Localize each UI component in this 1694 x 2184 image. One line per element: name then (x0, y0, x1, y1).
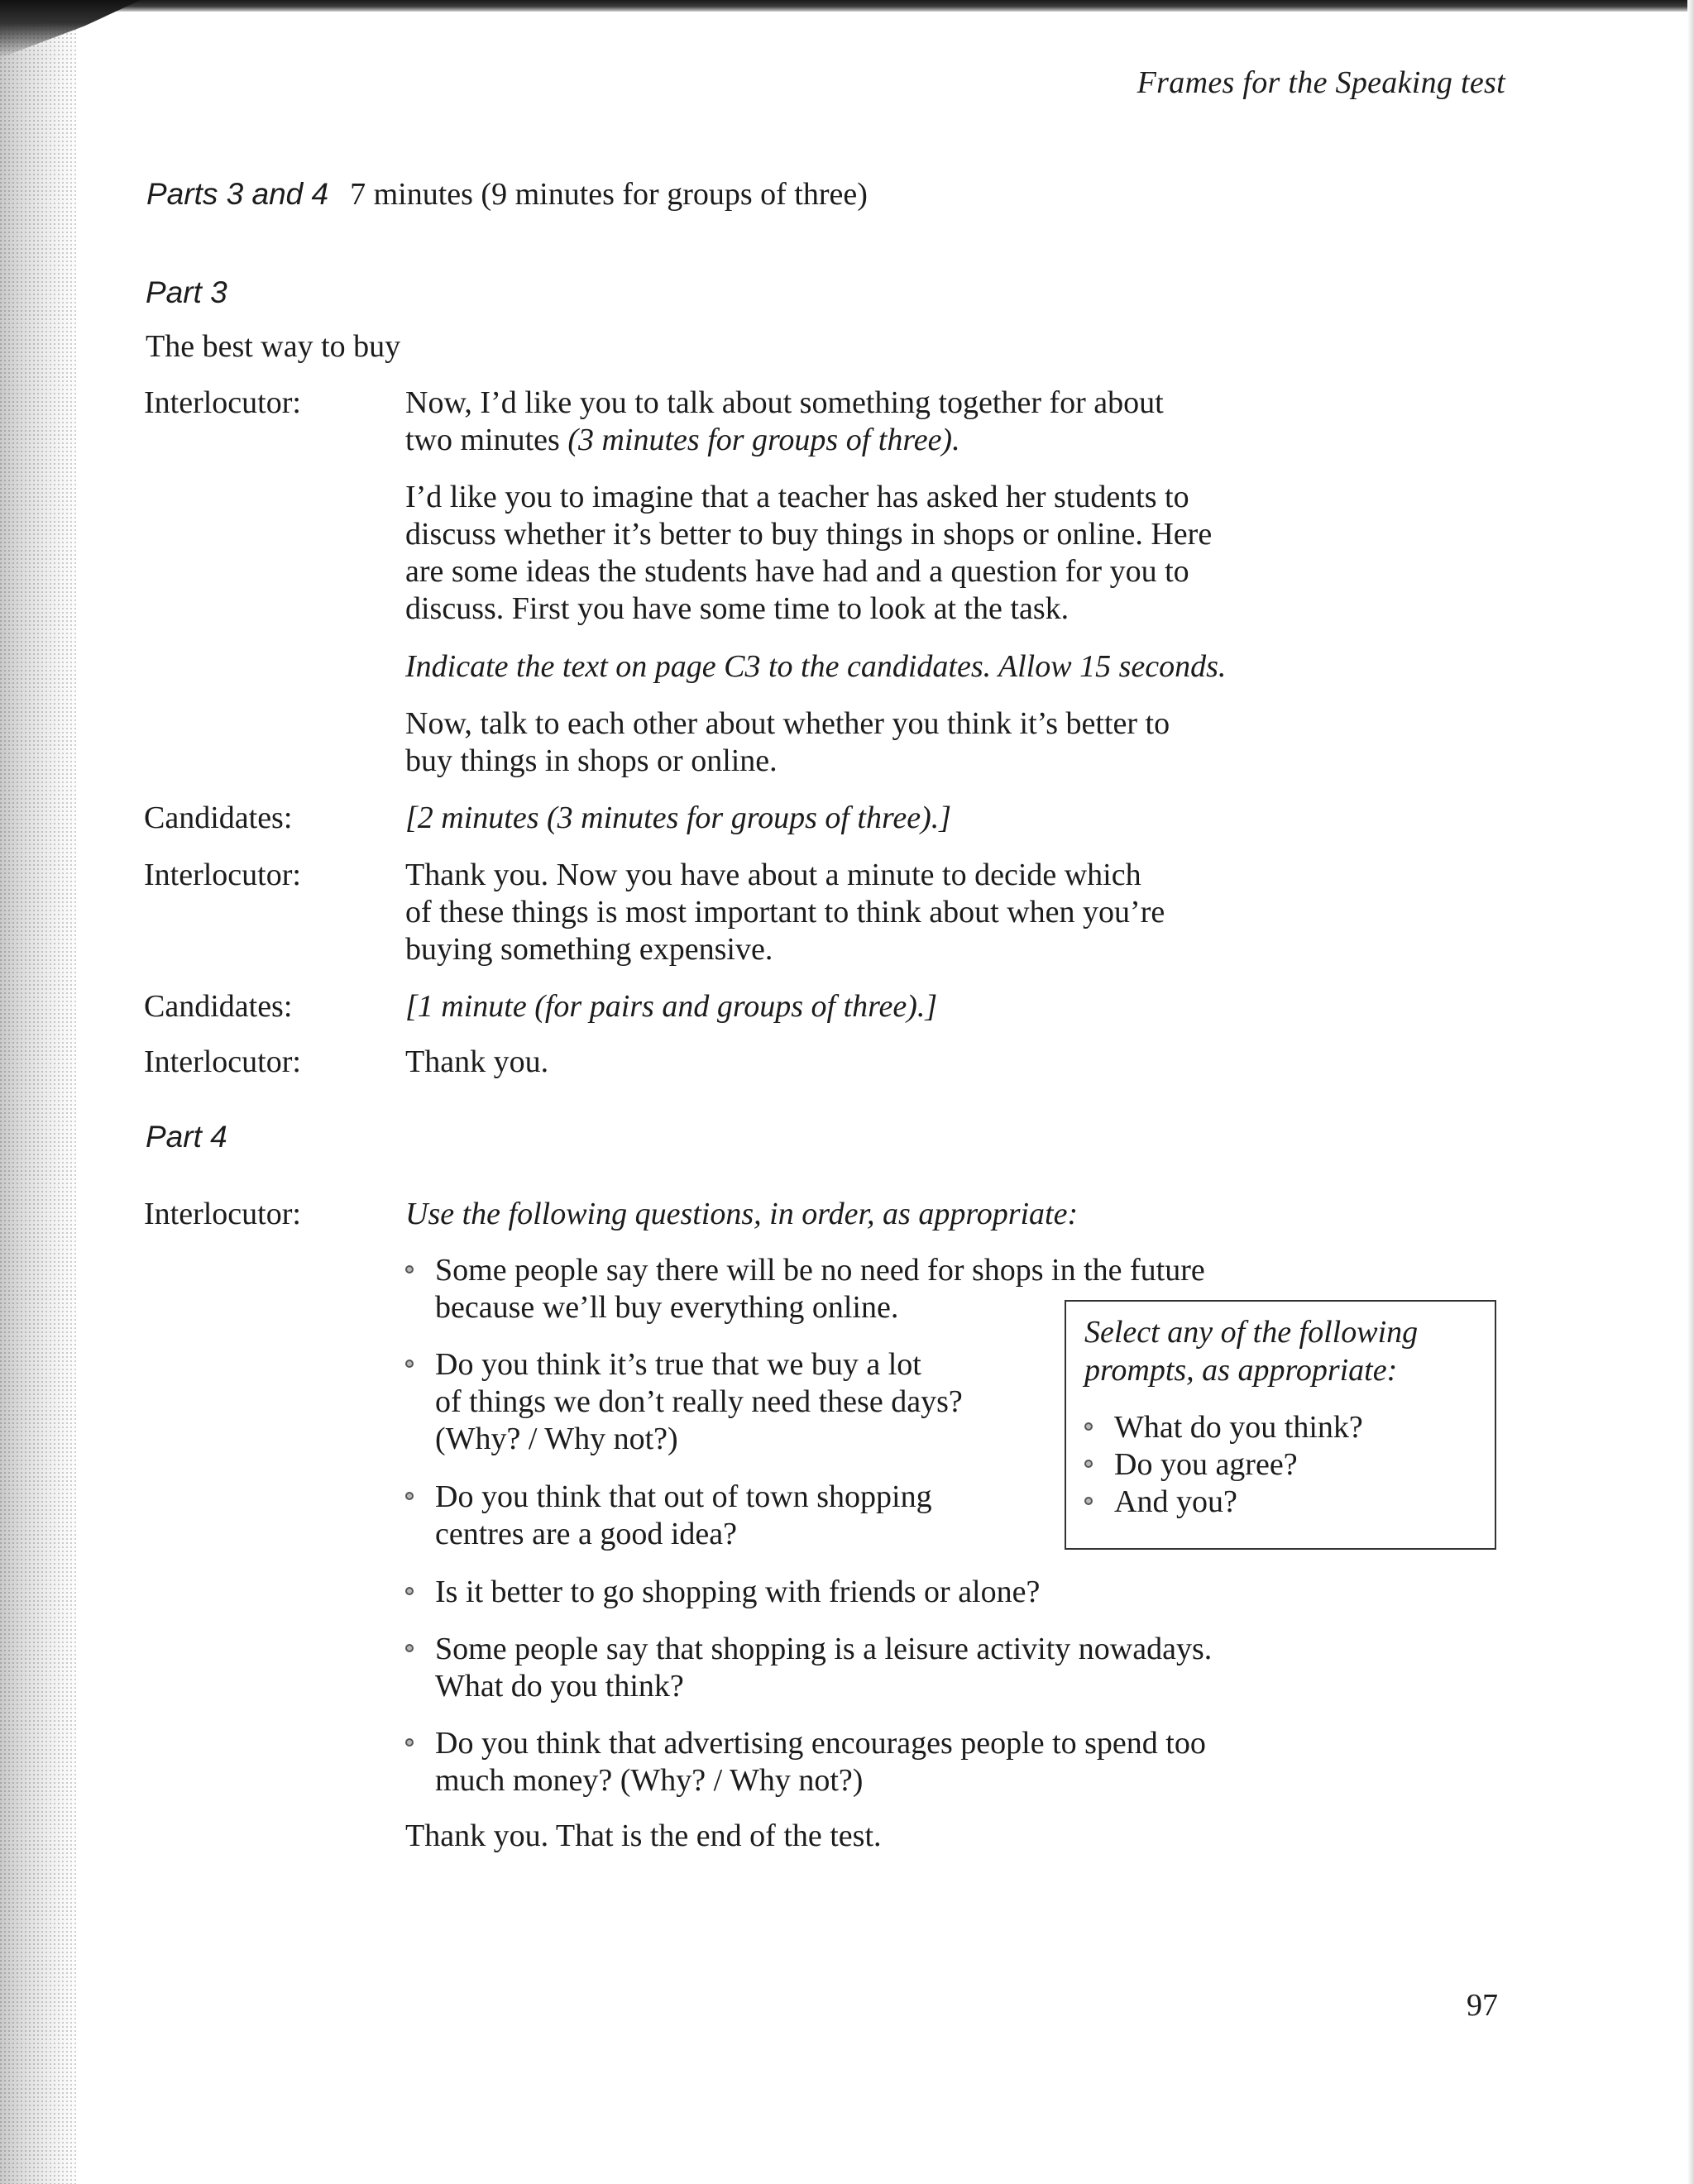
running-head: Frames for the Speaking test (1137, 65, 1505, 100)
part3-heading: Part 3 (146, 275, 227, 309)
speaker-label: Candidates: (144, 800, 293, 835)
timing-note: (3 minutes for groups of three). (567, 423, 960, 457)
text-line: centres are a good idea? (435, 1517, 738, 1551)
interlocutor-line: Thank you. (405, 1044, 549, 1079)
text-line: because we’ll buy everything online. (435, 1290, 899, 1325)
text-line: (Why? / Why not?) (435, 1422, 678, 1456)
bullet-icon (1084, 1460, 1093, 1468)
bullet-icon (1084, 1497, 1093, 1505)
text-line: What do you think? (435, 1669, 684, 1704)
examiner-instruction: [1 minute (for pairs and groups of three).] (405, 989, 938, 1024)
question-text (435, 1346, 963, 1458)
section-label: Parts 3 and 4 (146, 177, 329, 211)
text-line: Is it better to go shopping with friends or alone? (435, 1575, 1041, 1609)
part3-title: The best way to buy (146, 329, 401, 364)
text-line: Some people say that shopping is a leisure activity nowadays. (435, 1632, 1213, 1666)
text-line: Do you think it’s true that we buy a lot (435, 1347, 921, 1382)
part4-heading: Part 4 (146, 1120, 227, 1154)
interlocutor-paragraph (405, 479, 1212, 628)
text-line: Now, talk to each other about whether you think it’s better to (405, 706, 1170, 741)
examiner-instruction: Indicate the text on page C3 to the candidates. Allow 15 seconds. (405, 649, 1227, 684)
prompts-box (1065, 1300, 1496, 1550)
text-line: are some ideas the students have had and a question for you to (405, 554, 1189, 589)
page-top-edge (0, 0, 1694, 12)
prompt-text: What do you think? (1114, 1410, 1363, 1445)
text-line: I’d like you to imagine that a teacher has asked her students to (405, 480, 1189, 514)
speaker-label: Interlocutor: (144, 1197, 301, 1231)
bullet-icon (1084, 1422, 1093, 1431)
text-line: prompts, as appropriate: (1084, 1353, 1398, 1388)
examiner-instruction: Use the following questions, in order, as appropriate: (405, 1197, 1079, 1231)
prompt-text: Do you agree? (1114, 1447, 1298, 1482)
speaker-label: Interlocutor: (144, 385, 301, 420)
speaker-label: Interlocutor: (144, 1044, 301, 1079)
prompt-text: And you? (1114, 1484, 1237, 1519)
text-line: much money? (Why? / Why not?) (435, 1763, 864, 1798)
book-spine-shadow (0, 0, 79, 2184)
bullet-icon (405, 1587, 414, 1595)
text-line: discuss. First you have some time to look at the task. (405, 591, 1070, 626)
text-line: Thank you. Now you have about a minute to decide which (405, 858, 1141, 892)
page-number: 97 (1467, 1988, 1498, 2023)
examiner-instruction: [2 minutes (3 minutes for groups of three).] (405, 800, 952, 835)
question-text (435, 1725, 1206, 1799)
text-line: Do you think that out of town shopping (435, 1479, 932, 1514)
text-line: buy things in shops or online. (405, 743, 778, 778)
bullet-icon (405, 1492, 414, 1500)
text-line: Some people say there will be no need for shops in the future (435, 1253, 1205, 1288)
bullet-icon (405, 1360, 414, 1368)
interlocutor-paragraph (405, 385, 1164, 459)
text-line: discuss whether it’s better to buy things in shops or online. Here (405, 517, 1213, 552)
question-text (435, 1574, 1040, 1611)
section-header (146, 176, 868, 213)
bullet-icon (405, 1738, 414, 1747)
text-line: Do you think that advertising encourages people to spend too (435, 1726, 1206, 1761)
closing-line: Thank you. That is the end of the test. (405, 1818, 882, 1853)
text-line: Now, I’d like you to talk about something together for about (405, 385, 1164, 420)
text-line: of things we don’t really need these days? (435, 1384, 963, 1419)
interlocutor-paragraph (405, 705, 1170, 780)
section-duration: 7 minutes (9 minutes for groups of three) (350, 177, 868, 212)
bullet-icon (405, 1265, 414, 1274)
text-line: of these things is most important to think about when you’re (405, 895, 1165, 930)
text-line: Select any of the following (1084, 1315, 1419, 1350)
question-text (435, 1479, 932, 1553)
interlocutor-paragraph (405, 857, 1165, 968)
speaker-label: Interlocutor: (144, 858, 301, 892)
text-line: buying something expensive. (405, 932, 773, 967)
prompts-heading (1084, 1313, 1418, 1389)
text-line (405, 422, 1164, 459)
text-line-start: two minutes (405, 423, 568, 457)
question-text (435, 1631, 1212, 1705)
speaker-label: Candidates: (144, 989, 293, 1024)
page-right-edge (1687, 0, 1694, 2184)
bullet-icon (405, 1644, 414, 1652)
